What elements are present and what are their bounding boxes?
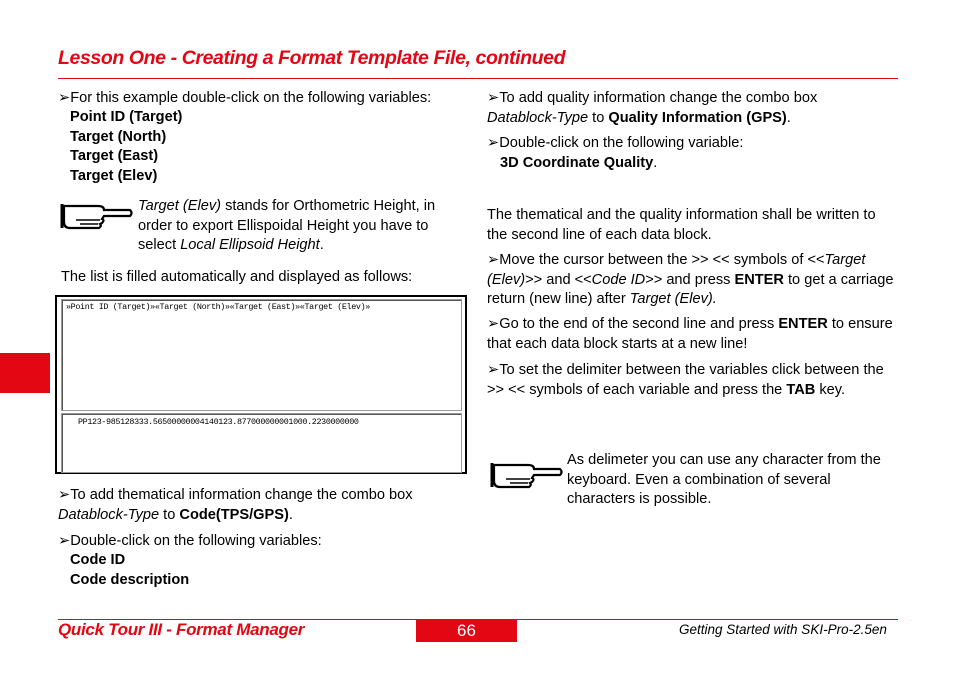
pointing-hand-icon [60,196,134,230]
side-tab-marker [0,353,50,393]
arrow-bullet-icon: ➢ [487,90,500,106]
variable-item: Target (North) [70,128,167,145]
intro-bullet: ➢For this example double-click on the following variables: [58,90,432,106]
template-pane [61,299,462,411]
preview-pane [61,413,462,473]
move-cursor-bullet: ➢Move the cursor between the >> << symbols of <<Target (Elev)>> and <<Code ID>> and press ENTER to get a carriage return (new line) after Target (Elev). [487,252,894,307]
footer-doc-title: Getting Started with SKI-Pro-2.5en [679,622,887,637]
arrow-bullet-icon: ➢ [487,316,500,332]
goto-end-bullet: ➢Go to the end of the second line and press ENTER to ensure that each data block starts at a new line! [487,316,893,352]
list-text: The list is filled automatically and displayed as follows: [61,269,413,285]
variable-item: Point ID (Target) [70,109,183,125]
arrow-bullet-icon: ➢ [487,362,500,378]
variable-list [70,108,182,186]
dbl-bullet-1: ➢Double-click on the following variable: 3D Coordinate Quality. [487,135,744,171]
variable-item: Code ID [70,552,126,568]
variable-item: 3D Coordinate Quality [500,154,654,171]
code-variable-list [70,551,189,590]
arrow-bullet-icon: ➢ [58,487,71,503]
header-rule [58,78,898,79]
page-number: 66 [416,620,517,642]
arrow-bullet-icon: ➢ [487,135,500,151]
arrow-bullet-icon: ➢ [58,90,71,106]
dbl-bullet-2: ➢Double-click on the following variables: [58,533,322,549]
variable-item: Target (Elev) [70,167,158,184]
preview-line: PP123-985128333.56500000004140123.877000000001000.2230000000 [78,417,359,427]
note-elev: Target (Elev) stands for Orthometric Height, in order to export Ellispoidal Height you have to select Local Ellipsoid Height. [138,198,436,253]
arrow-bullet-icon: ➢ [58,533,71,549]
arrow-bullet-icon: ➢ [487,252,500,268]
footer-section-title: Quick Tour III - Format Manager [58,620,305,639]
format-editor-screenshot [55,295,467,474]
template-line: »Point ID (Target)»«Target (North)»«Target (East)»«Target (Elev)» [66,302,370,312]
quality-bullet: ➢To add quality information change the combo box Datablock-Type to Quality Information (GPS). [487,90,818,126]
delimiter-bullet: ➢To set the delimiter between the variables click between the >> << symbols of each variable and press the TAB key. [487,362,884,398]
variable-item: Target (East) [70,148,159,164]
pointing-hand-icon [490,455,564,489]
page-title: Lesson One - Creating a Format Template File, continued [58,47,566,69]
thematic-bullet: ➢To add thematical information change the combo box Datablock-Type to Code(TPS/GPS). [58,487,413,523]
thematic-quality-paragraph: The thematical and the quality information shall be written to the second line of each data block. [487,207,876,243]
variable-item: Code description [70,571,190,588]
note-delimiter: As delimeter you can use any character from the keyboard. Even a combination of several characters is possible. [567,452,881,507]
